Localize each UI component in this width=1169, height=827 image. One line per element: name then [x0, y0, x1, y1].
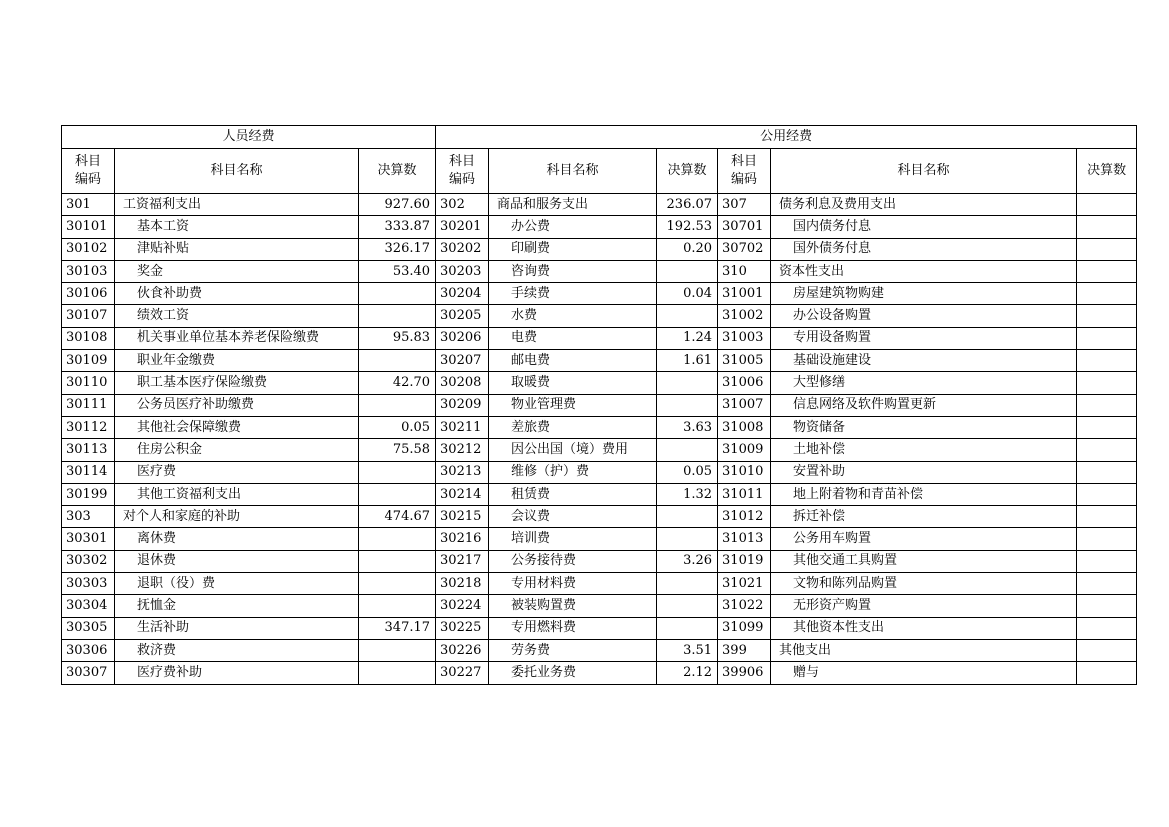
- account-code: 30227: [436, 662, 489, 684]
- header-name: 科目名称: [771, 149, 1077, 194]
- account-name: 租赁费: [489, 483, 657, 505]
- account-code: 31006: [718, 372, 771, 394]
- account-code: 30107: [62, 305, 115, 327]
- account-code: 30301: [62, 528, 115, 550]
- account-code: 30103: [62, 260, 115, 282]
- account-code: 30225: [436, 617, 489, 639]
- amount-value: [657, 617, 718, 639]
- account-name: 文物和陈列品购置: [771, 573, 1077, 595]
- amount-value: [359, 350, 436, 372]
- account-code: 31002: [718, 305, 771, 327]
- account-name: 津贴补贴: [115, 238, 359, 260]
- account-name: 职业年金缴费: [115, 350, 359, 372]
- account-code: 30218: [436, 573, 489, 595]
- amount-value: 1.24: [657, 327, 718, 349]
- account-code: 30302: [62, 550, 115, 572]
- account-name: 退休费: [115, 550, 359, 572]
- account-code: 31022: [718, 595, 771, 617]
- account-code: 30224: [436, 595, 489, 617]
- account-name: 专用设备购置: [771, 327, 1077, 349]
- amount-value: 0.05: [359, 416, 436, 438]
- amount-value: 474.67: [359, 506, 436, 528]
- amount-value: 1.32: [657, 483, 718, 505]
- account-code: 30201: [436, 216, 489, 238]
- amount-value: [1077, 260, 1137, 282]
- account-name: 差旅费: [489, 416, 657, 438]
- account-code: 301: [62, 194, 115, 216]
- amount-value: [359, 639, 436, 661]
- amount-value: [359, 573, 436, 595]
- account-name: 医疗费: [115, 461, 359, 483]
- amount-value: 192.53: [657, 216, 718, 238]
- account-name: 其他支出: [771, 639, 1077, 661]
- account-code: 30112: [62, 416, 115, 438]
- account-name: 土地补偿: [771, 439, 1077, 461]
- account-code: 30208: [436, 372, 489, 394]
- account-name: 绩效工资: [115, 305, 359, 327]
- account-code: 30203: [436, 260, 489, 282]
- account-code: 399: [718, 639, 771, 661]
- amount-value: [359, 283, 436, 305]
- header-name: 科目名称: [489, 149, 657, 194]
- account-name: 地上附着物和青苗补偿: [771, 483, 1077, 505]
- amount-value: [1077, 416, 1137, 438]
- account-code: 30212: [436, 439, 489, 461]
- amount-value: [1077, 394, 1137, 416]
- amount-value: [359, 394, 436, 416]
- amount-value: [657, 394, 718, 416]
- table-row: [62, 617, 1137, 639]
- account-name: 无形资产购置: [771, 595, 1077, 617]
- amount-value: [359, 461, 436, 483]
- amount-value: 95.83: [359, 327, 436, 349]
- account-code: 307: [718, 194, 771, 216]
- amount-value: 75.58: [359, 439, 436, 461]
- account-name: 委托业务费: [489, 662, 657, 684]
- header-code: 科目 编码: [718, 149, 771, 194]
- table-row: [62, 305, 1137, 327]
- amount-value: [1077, 372, 1137, 394]
- account-name: 抚恤金: [115, 595, 359, 617]
- account-code: 31012: [718, 506, 771, 528]
- amount-value: 42.70: [359, 372, 436, 394]
- account-name: 取暖费: [489, 372, 657, 394]
- account-code: 30102: [62, 238, 115, 260]
- account-code: 30205: [436, 305, 489, 327]
- account-name: 专用燃料费: [489, 617, 657, 639]
- table-row: [62, 595, 1137, 617]
- account-name: 公务用车购置: [771, 528, 1077, 550]
- account-code: 30110: [62, 372, 115, 394]
- amount-value: [359, 305, 436, 327]
- amount-value: [1077, 238, 1137, 260]
- account-name: 退职（役）费: [115, 573, 359, 595]
- account-code: 310: [718, 260, 771, 282]
- account-code: 30207: [436, 350, 489, 372]
- account-code: 39906: [718, 662, 771, 684]
- account-name: 培训费: [489, 528, 657, 550]
- account-name: 伙食补助费: [115, 283, 359, 305]
- account-name: 拆迁补偿: [771, 506, 1077, 528]
- section-personnel-title: 人员经费: [62, 126, 436, 149]
- account-name: 物业管理费: [489, 394, 657, 416]
- amount-value: [1077, 283, 1137, 305]
- section-header-row: [62, 126, 1137, 149]
- account-code: 30209: [436, 394, 489, 416]
- amount-value: 0.05: [657, 461, 718, 483]
- table-row: [62, 528, 1137, 550]
- amount-value: 3.51: [657, 639, 718, 661]
- account-name: 商品和服务支出: [489, 194, 657, 216]
- account-name: 基本工资: [115, 216, 359, 238]
- table-row: [62, 283, 1137, 305]
- account-name: 房屋建筑物购建: [771, 283, 1077, 305]
- amount-value: [657, 439, 718, 461]
- account-name: 医疗费补助: [115, 662, 359, 684]
- account-code: 30226: [436, 639, 489, 661]
- table-row: [62, 416, 1137, 438]
- account-code: 30217: [436, 550, 489, 572]
- account-code: 30306: [62, 639, 115, 661]
- account-name: 办公设备购置: [771, 305, 1077, 327]
- amount-value: [1077, 350, 1137, 372]
- account-name: 办公费: [489, 216, 657, 238]
- amount-value: 53.40: [359, 260, 436, 282]
- account-name: 赠与: [771, 662, 1077, 684]
- account-name: 水费: [489, 305, 657, 327]
- account-code: 303: [62, 506, 115, 528]
- expenditure-table: [61, 125, 1137, 685]
- account-code: 31005: [718, 350, 771, 372]
- account-code: 30111: [62, 394, 115, 416]
- amount-value: [1077, 327, 1137, 349]
- amount-value: [1077, 483, 1137, 505]
- table-row: [62, 662, 1137, 684]
- amount-value: [1077, 550, 1137, 572]
- account-code: 30204: [436, 283, 489, 305]
- account-name: 公务员医疗补助缴费: [115, 394, 359, 416]
- account-name: 邮电费: [489, 350, 657, 372]
- table-row: [62, 238, 1137, 260]
- account-code: 31008: [718, 416, 771, 438]
- amount-value: [359, 595, 436, 617]
- account-code: 31001: [718, 283, 771, 305]
- account-name: 维修（护）费: [489, 461, 657, 483]
- amount-value: 927.60: [359, 194, 436, 216]
- account-code: 30202: [436, 238, 489, 260]
- table-row: [62, 260, 1137, 282]
- account-name: 其他工资福利支出: [115, 483, 359, 505]
- amount-value: 236.07: [657, 194, 718, 216]
- amount-value: 3.63: [657, 416, 718, 438]
- account-name: 电费: [489, 327, 657, 349]
- amount-value: [359, 483, 436, 505]
- account-name: 对个人和家庭的补助: [115, 506, 359, 528]
- account-name: 专用材料费: [489, 573, 657, 595]
- account-code: 30303: [62, 573, 115, 595]
- account-name: 其他社会保障缴费: [115, 416, 359, 438]
- amount-value: [1077, 595, 1137, 617]
- account-name: 印刷费: [489, 238, 657, 260]
- table-row: [62, 639, 1137, 661]
- account-name: 奖金: [115, 260, 359, 282]
- account-name: 信息网络及软件购置更新: [771, 394, 1077, 416]
- amount-value: [359, 550, 436, 572]
- header-name: 科目名称: [115, 149, 359, 194]
- amount-value: [1077, 528, 1137, 550]
- amount-value: [359, 662, 436, 684]
- header-code: 科目 编码: [62, 149, 115, 194]
- account-name: 机关事业单位基本养老保险缴费: [115, 327, 359, 349]
- amount-value: [1077, 216, 1137, 238]
- account-code: 31003: [718, 327, 771, 349]
- account-code: 31007: [718, 394, 771, 416]
- account-code: 30701: [718, 216, 771, 238]
- account-code: 30216: [436, 528, 489, 550]
- table-row: [62, 439, 1137, 461]
- account-code: 30108: [62, 327, 115, 349]
- amount-value: 326.17: [359, 238, 436, 260]
- account-name: 资本性支出: [771, 260, 1077, 282]
- account-code: 31011: [718, 483, 771, 505]
- account-name: 物资储备: [771, 416, 1077, 438]
- amount-value: 333.87: [359, 216, 436, 238]
- table-row: [62, 461, 1137, 483]
- account-code: 30702: [718, 238, 771, 260]
- account-name: 因公出国（境）费用: [489, 439, 657, 461]
- account-code: 30304: [62, 595, 115, 617]
- header-code: 科目 编码: [436, 149, 489, 194]
- account-code: 30206: [436, 327, 489, 349]
- account-name: 咨询费: [489, 260, 657, 282]
- account-code: 302: [436, 194, 489, 216]
- amount-value: [657, 573, 718, 595]
- account-code: 30109: [62, 350, 115, 372]
- amount-value: [1077, 305, 1137, 327]
- account-name: 大型修缮: [771, 372, 1077, 394]
- account-code: 30305: [62, 617, 115, 639]
- account-name: 安置补助: [771, 461, 1077, 483]
- account-name: 会议费: [489, 506, 657, 528]
- account-name: 债务利息及费用支出: [771, 194, 1077, 216]
- account-name: 手续费: [489, 283, 657, 305]
- amount-value: 1.61: [657, 350, 718, 372]
- account-name: 公务接待费: [489, 550, 657, 572]
- header-amount: 决算数: [1077, 149, 1137, 194]
- table-row: [62, 483, 1137, 505]
- account-code: 31009: [718, 439, 771, 461]
- account-name: 工资福利支出: [115, 194, 359, 216]
- account-name: 救济费: [115, 639, 359, 661]
- amount-value: [657, 305, 718, 327]
- account-code: 30106: [62, 283, 115, 305]
- amount-value: [1077, 461, 1137, 483]
- account-name: 住房公积金: [115, 439, 359, 461]
- account-code: 30214: [436, 483, 489, 505]
- account-name: 基础设施建设: [771, 350, 1077, 372]
- table-row: [62, 350, 1137, 372]
- header-amount: 决算数: [657, 149, 718, 194]
- account-name: 被装购置费: [489, 595, 657, 617]
- account-code: 30215: [436, 506, 489, 528]
- amount-value: 2.12: [657, 662, 718, 684]
- amount-value: [1077, 573, 1137, 595]
- account-code: 30199: [62, 483, 115, 505]
- account-name: 国内债务付息: [771, 216, 1077, 238]
- account-code: 31013: [718, 528, 771, 550]
- account-code: 30114: [62, 461, 115, 483]
- account-code: 31099: [718, 617, 771, 639]
- table-row: [62, 194, 1137, 216]
- account-code: 30113: [62, 439, 115, 461]
- amount-value: 0.20: [657, 238, 718, 260]
- account-code: 31021: [718, 573, 771, 595]
- account-name: 其他交通工具购置: [771, 550, 1077, 572]
- amount-value: [1077, 662, 1137, 684]
- account-code: 31019: [718, 550, 771, 572]
- table-row: [62, 573, 1137, 595]
- table-row: [62, 372, 1137, 394]
- account-name: 劳务费: [489, 639, 657, 661]
- amount-value: [359, 528, 436, 550]
- table-row: [62, 327, 1137, 349]
- account-code: 30307: [62, 662, 115, 684]
- amount-value: [1077, 194, 1137, 216]
- amount-value: [1077, 506, 1137, 528]
- section-public-title: 公用经费: [436, 126, 1137, 149]
- amount-value: 347.17: [359, 617, 436, 639]
- amount-value: [657, 528, 718, 550]
- amount-value: [1077, 639, 1137, 661]
- amount-value: 3.26: [657, 550, 718, 572]
- account-name: 离休费: [115, 528, 359, 550]
- table-row: [62, 506, 1137, 528]
- amount-value: [657, 595, 718, 617]
- table-row: [62, 550, 1137, 572]
- table-row: [62, 216, 1137, 238]
- amount-value: [1077, 617, 1137, 639]
- header-amount: 决算数: [359, 149, 436, 194]
- account-name: 职工基本医疗保险缴费: [115, 372, 359, 394]
- account-name: 其他资本性支出: [771, 617, 1077, 639]
- amount-value: 0.04: [657, 283, 718, 305]
- account-code: 30211: [436, 416, 489, 438]
- amount-value: [1077, 439, 1137, 461]
- account-code: 30213: [436, 461, 489, 483]
- account-code: 31010: [718, 461, 771, 483]
- account-name: 国外债务付息: [771, 238, 1077, 260]
- column-header-row: [62, 149, 1137, 194]
- amount-value: [657, 506, 718, 528]
- table-row: [62, 394, 1137, 416]
- account-name: 生活补助: [115, 617, 359, 639]
- amount-value: [657, 372, 718, 394]
- amount-value: [657, 260, 718, 282]
- account-code: 30101: [62, 216, 115, 238]
